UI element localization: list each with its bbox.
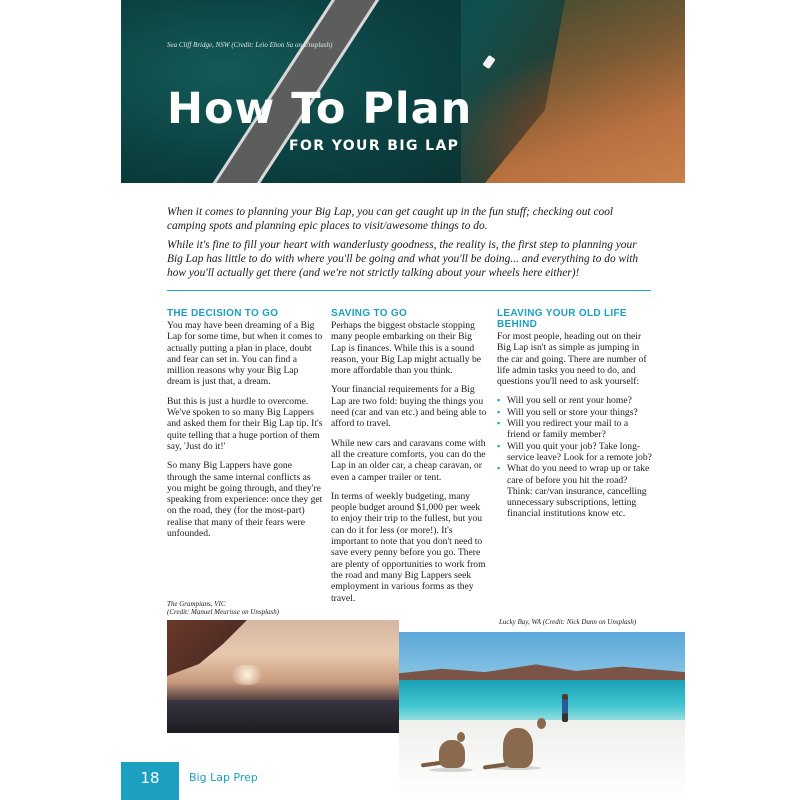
intro-paragraph-2: While it's fine to fill your heart with wanderlusty goodness, the reality is, the first step to planning your Big Lap has little to do with where you'll be going and what you'll be doing... and everything to do with how you'll actually get there (and we're not strictly talking about your wheels here either)! <box>167 239 639 279</box>
person-on-beach <box>562 694 568 722</box>
page-title: How To Plan <box>167 84 473 134</box>
hero-photo-credit: Sea Cliff Bridge, NSW (Credit: Leio Ehon Sa on Unsplash) <box>167 41 333 49</box>
page-number: 18 <box>140 769 160 787</box>
leaving-intro: For most people, heading out on their Big Lap isn't as simple as jumping in the car and going. There are number of life admin tasks you need to do, and questions you'll need to ask yourself: <box>497 331 647 388</box>
section-divider <box>167 290 651 291</box>
column-saving <box>331 308 487 612</box>
intro-paragraph-1: When it comes to planning your Big Lap, you can get caught up in the fun stuff; checking out cool camping spots and planning epic places to visit/awesome things to do. <box>167 206 614 232</box>
kangaroo-large <box>503 728 533 768</box>
decision-paragraph-1: You may have been dreaming of a Big Lap for some time, but when it comes to actually putting a plan in place, doubt and fear can set in. You can find a million reasons why your Big Lap dream is just that, a dream. <box>167 320 323 388</box>
saving-paragraph-1: Perhaps the biggest obstacle stopping many people embarking on their Big Lap is finances. While this is a sound reason, your Big Lap might actually be more affordable than you think. <box>331 320 481 377</box>
list-item: ▪ Will you redirect your mail to a friend or family member? <box>497 418 653 441</box>
grampians-caption-line-2: (Credit: Manuel Meurisse on Unsplash) <box>167 608 280 616</box>
kangaroo-head <box>537 718 546 729</box>
column-decision <box>167 308 323 547</box>
heading-saving: SAVING TO GO <box>331 308 408 319</box>
sea <box>399 680 685 722</box>
magazine-page <box>121 0 685 800</box>
leaving-checklist <box>497 395 653 519</box>
valley-shadow <box>167 700 399 733</box>
saving-paragraph-3: While new cars and caravans come with all the creature comforts, you can do the Lap in an older car, a cheap caravan, or even a camper trailer or tent. <box>331 437 486 483</box>
footer-title: Big Lap Prep <box>189 771 258 784</box>
saving-paragraph-4: In terms of weekly budgeting, many people budget around $1,000 per week to enjoy their trip to the fullest, but you can do it for less (or more!). It's important to note that you don't need to save every penny before you go. There are plenty of opportunities to work from the road and many Big Lappers seek employment in various forms as they travel. <box>331 490 486 604</box>
list-item: ▪ What do you need to wrap up or take care of before you hit the road? Think: car/van insurance, cancelling unnecessary subscriptions, letting financial institutions know etc. <box>497 463 653 519</box>
grampians-photo <box>167 620 399 733</box>
hero-image <box>121 0 685 183</box>
column-leaving <box>497 308 653 520</box>
rock-ledge <box>167 620 247 700</box>
lucky-bay-caption: Lucky Bay, WA (Credit: Nick Dunn on Unsplash) <box>499 618 637 626</box>
decision-paragraph-2: But this is just a hurdle to overcome. We've spoken to so many Big Lappers and asked them for their Big Lap tip. It's quite telling that a huge portion of them say, 'Just do it!' <box>167 395 323 452</box>
lucky-bay-photo <box>399 632 685 800</box>
list-item: ▪ Will you sell or store your things? <box>497 407 653 418</box>
heading-decision: THE DECISION TO GO <box>167 308 279 319</box>
page-subtitle: FOR YOUR BIG LAP <box>289 138 460 154</box>
sunset-glow <box>227 665 267 685</box>
intro-text <box>167 205 653 285</box>
kangaroo-head <box>457 732 465 742</box>
heading-leaving: LEAVING YOUR OLD LIFE BEHIND <box>497 308 627 330</box>
grampians-caption <box>167 600 279 616</box>
kangaroo-small <box>439 740 465 768</box>
decision-paragraph-3: So many Big Lappers have gone through the same internal conflicts as you might be going through, and they're speaking from experience: once they get on the road, they (for the most-part) realise that many of their fears were unfounded. <box>167 460 323 540</box>
kangaroo-shadow <box>429 768 473 772</box>
saving-paragraph-2: Your financial requirements for a Big Lap are two fold: buying the things you need (car and van etc.) and being able to afford to travel. <box>331 384 487 430</box>
list-item: ▪ Will you quit your job? Take long-service leave? Look for a remote job? <box>497 441 653 464</box>
list-item: ▪ Will you sell or rent your home? <box>497 395 653 406</box>
grampians-caption-line-1: The Grampians, VIC <box>167 600 226 608</box>
hero-cliffs <box>485 0 685 183</box>
hero-car <box>482 55 495 69</box>
